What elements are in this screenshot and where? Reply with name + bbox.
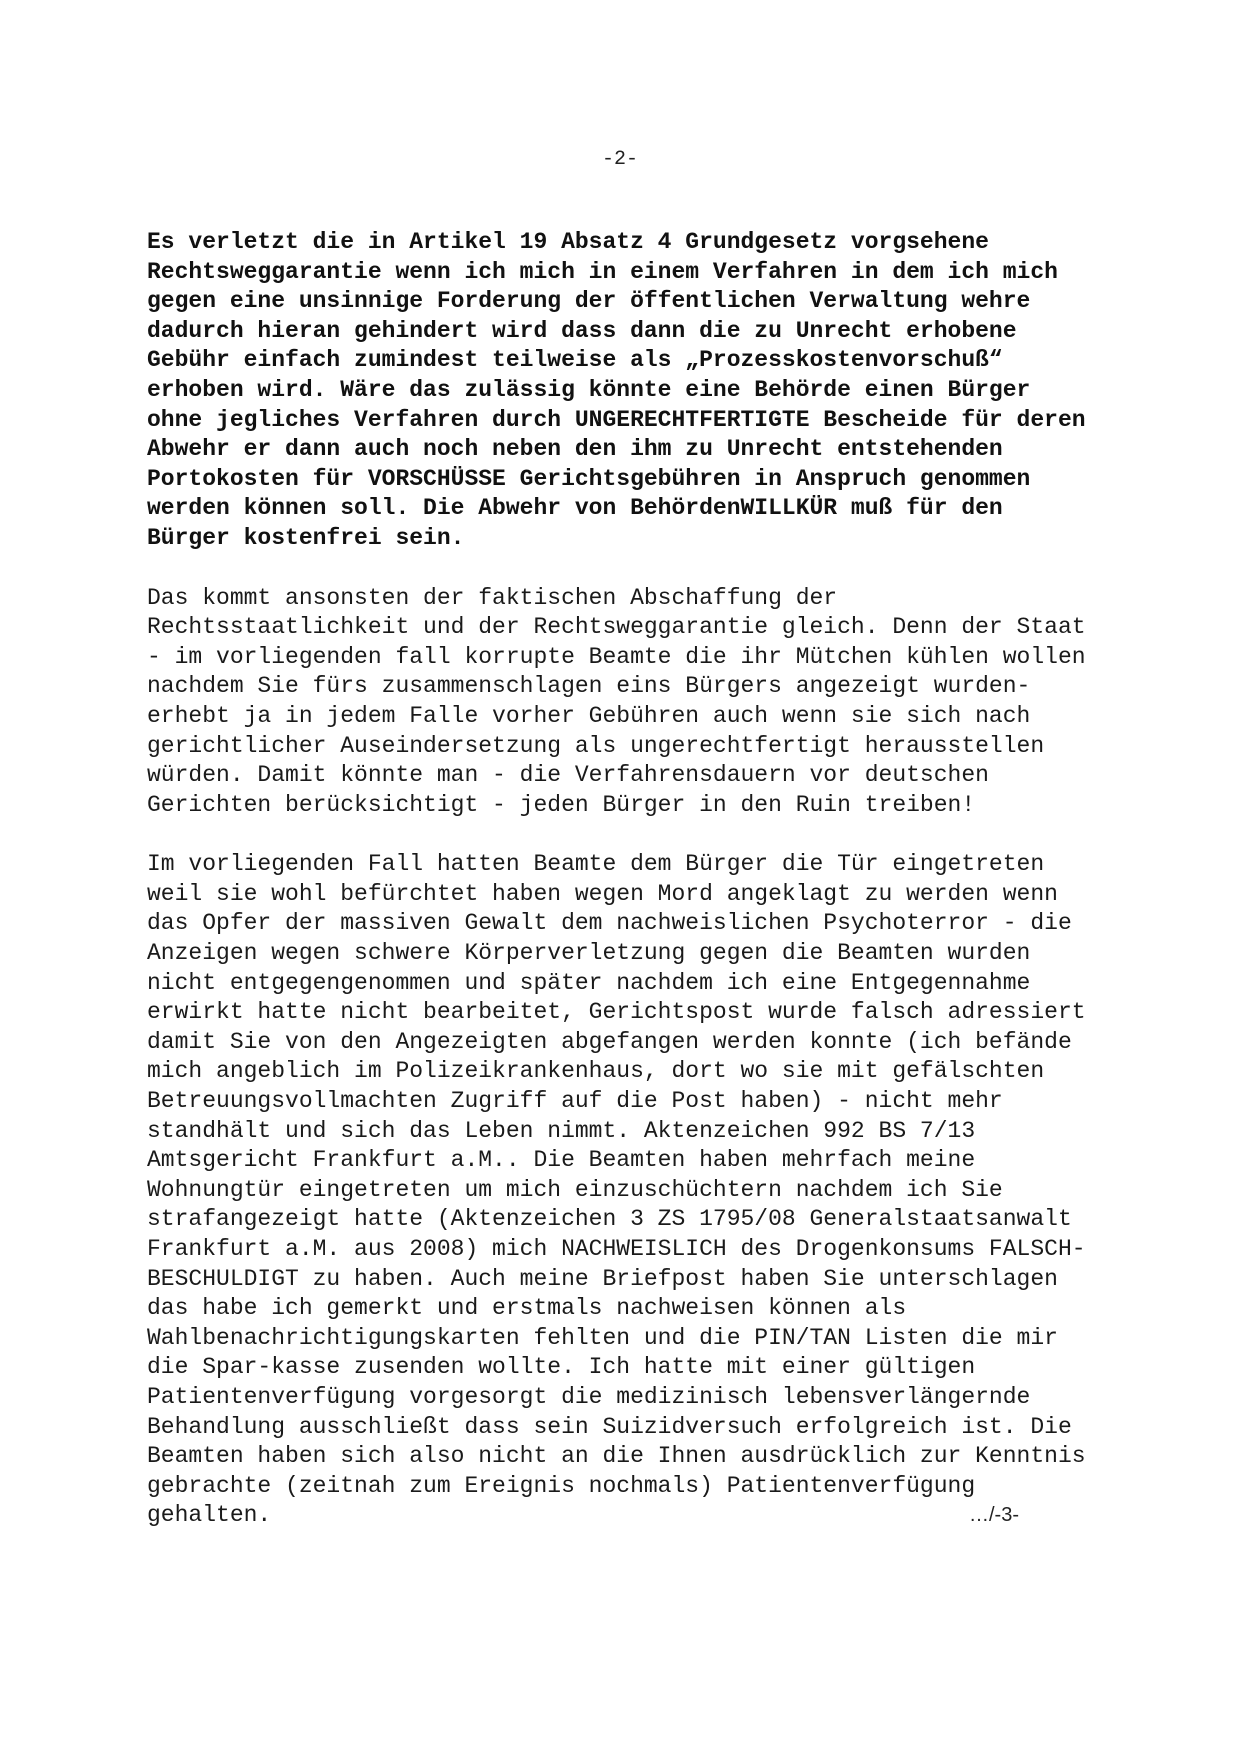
text-line: Gerichten berücksichtigt - jeden Bürger in den Ruin treiben! (147, 791, 976, 818)
text-line: die Spar-kasse zusenden wollte. Ich hatte mit einer gültigen (147, 1354, 976, 1381)
text-line: nicht entgegengenommen und später nachdem ich eine Entgegennahme (147, 969, 1031, 996)
paragraph-case-description (147, 850, 1107, 1531)
text-line: Abwehr er dann auch noch neben den ihm zu Unrecht entstehenden (147, 436, 1003, 463)
text-line: dadurch hieran gehindert wird dass dann die zu Unrecht erhobene (147, 317, 1017, 344)
page-number: -2- (601, 148, 638, 171)
text-line: Wahlbenachrichtigungskarten fehlten und die PIN/TAN Listen die mir (147, 1324, 1058, 1351)
text-line: Im vorliegenden Fall hatten Beamte dem Bürger die Tür eingetreten (147, 851, 1045, 878)
paragraph-bold-intro (147, 228, 1107, 554)
text-line: Wohnungtür eingetreten um mich einzuschüchtern nachdem ich Sie (147, 1176, 1003, 1203)
text-line: - im vorliegenden fall korrupte Beamte die ihr Mütchen kühlen wollen (147, 643, 1086, 670)
text-line: das habe ich gemerkt und erstmals nachweisen können als (147, 1295, 907, 1322)
text-line: nachdem Sie fürs zusammenschlagen eins Bürgers angezeigt wurden- (147, 673, 1031, 700)
text-line: Amtsgericht Frankfurt a.M.. Die Beamten haben mehrfach meine (147, 1147, 976, 1174)
text-line: Das kommt ansonsten der faktischen Abschaffung der (147, 584, 838, 611)
continuation-marker: …/-3- (969, 1504, 1019, 1527)
text-line: gebrachte (zeitnah zum Ereignis nochmals) Patientenverfügung (147, 1472, 976, 1499)
text-line: Rechtsweggarantie wenn ich mich in einem Verfahren in dem ich mich (147, 258, 1058, 285)
text-line: erhebt ja in jedem Falle vorher Gebühren auch wenn sie sich nach (147, 702, 1031, 729)
text-line: mich angeblich im Polizeikrankenhaus, dort wo sie mit gefälschten (147, 1058, 1045, 1085)
text-line: ohne jegliches Verfahren durch UNGERECHTFERTIGTE Bescheide für deren (147, 406, 1086, 433)
text-line: das Opfer der massiven Gewalt dem nachweislichen Psychoterror - die (147, 910, 1072, 937)
text-line: standhält und sich das Leben nimmt. Aktenzeichen 992 BS 7/13 (147, 1117, 976, 1144)
text-line: erwirkt hatte nicht bearbeitet, Gerichtspost wurde falsch adressiert (147, 999, 1086, 1026)
text-line: Es verletzt die in Artikel 19 Absatz 4 Grundgesetz vorgsehene (147, 229, 989, 255)
text-line: strafangezeigt hatte (Aktenzeichen 3 ZS 1795/08 Generalstaatsanwalt (147, 1206, 1072, 1233)
text-line: damit Sie von den Angezeigten abgefangen werden konnte (ich befände (147, 1028, 1072, 1055)
text-line: Betreuungsvollmachten Zugriff auf die Post haben) - nicht mehr (147, 1088, 1003, 1115)
text-line: Anzeigen wegen schwere Körperverletzung gegen die Beamten wurden (147, 940, 1031, 967)
text-line: BESCHULDIGT zu haben. Auch meine Briefpost haben Sie unterschlagen (147, 1265, 1058, 1292)
text-line: werden können soll. Die Abwehr von BehördenWILLKÜR muß für den (147, 495, 1003, 522)
text-line: Behandlung ausschließt dass sein Suizidversuch erfolgreich ist. Die (147, 1413, 1072, 1440)
document-body (147, 228, 1107, 1561)
text-line: weil sie wohl befürchtet haben wegen Mord angeklagt zu werden wenn (147, 880, 1058, 907)
text-line: Beamten haben sich also nicht an die Ihnen ausdrücklich zur Kenntnis (147, 1443, 1086, 1470)
text-line: Bürger kostenfrei sein. (147, 524, 465, 551)
text-line: Gebühr einfach zumindest teilweise als „Prozesskostenvorschuß“ (147, 347, 1003, 374)
text-line: gerichtlicher Auseindersetzung als ungerechtfertigt herausstellen (147, 732, 1045, 759)
text-line: erhoben wird. Wäre das zulässig könnte eine Behörde einen Bürger (147, 376, 1031, 403)
text-line: Patientenverfügung vorgesorgt die medizinisch lebensverlängernde (147, 1383, 1031, 1410)
text-line: würden. Damit könnte man - die Verfahrensdauern vor deutschen (147, 762, 989, 789)
text-line: Portokosten für VORSCHÜSSE Gerichtsgebühren in Anspruch genommen (147, 465, 1031, 492)
text-line: gehalten. (147, 1502, 272, 1529)
text-line: Rechtsstaatlichkeit und der Rechtsweggarantie gleich. Denn der Staat (147, 614, 1086, 641)
paragraph-rule-of-law (147, 584, 1107, 821)
text-line: Frankfurt a.M. aus 2008) mich NACHWEISLICH des Drogenkonsums FALSCH- (147, 1236, 1086, 1262)
text-line: gegen eine unsinnige Forderung der öffentlichen Verwaltung wehre (147, 288, 1031, 315)
